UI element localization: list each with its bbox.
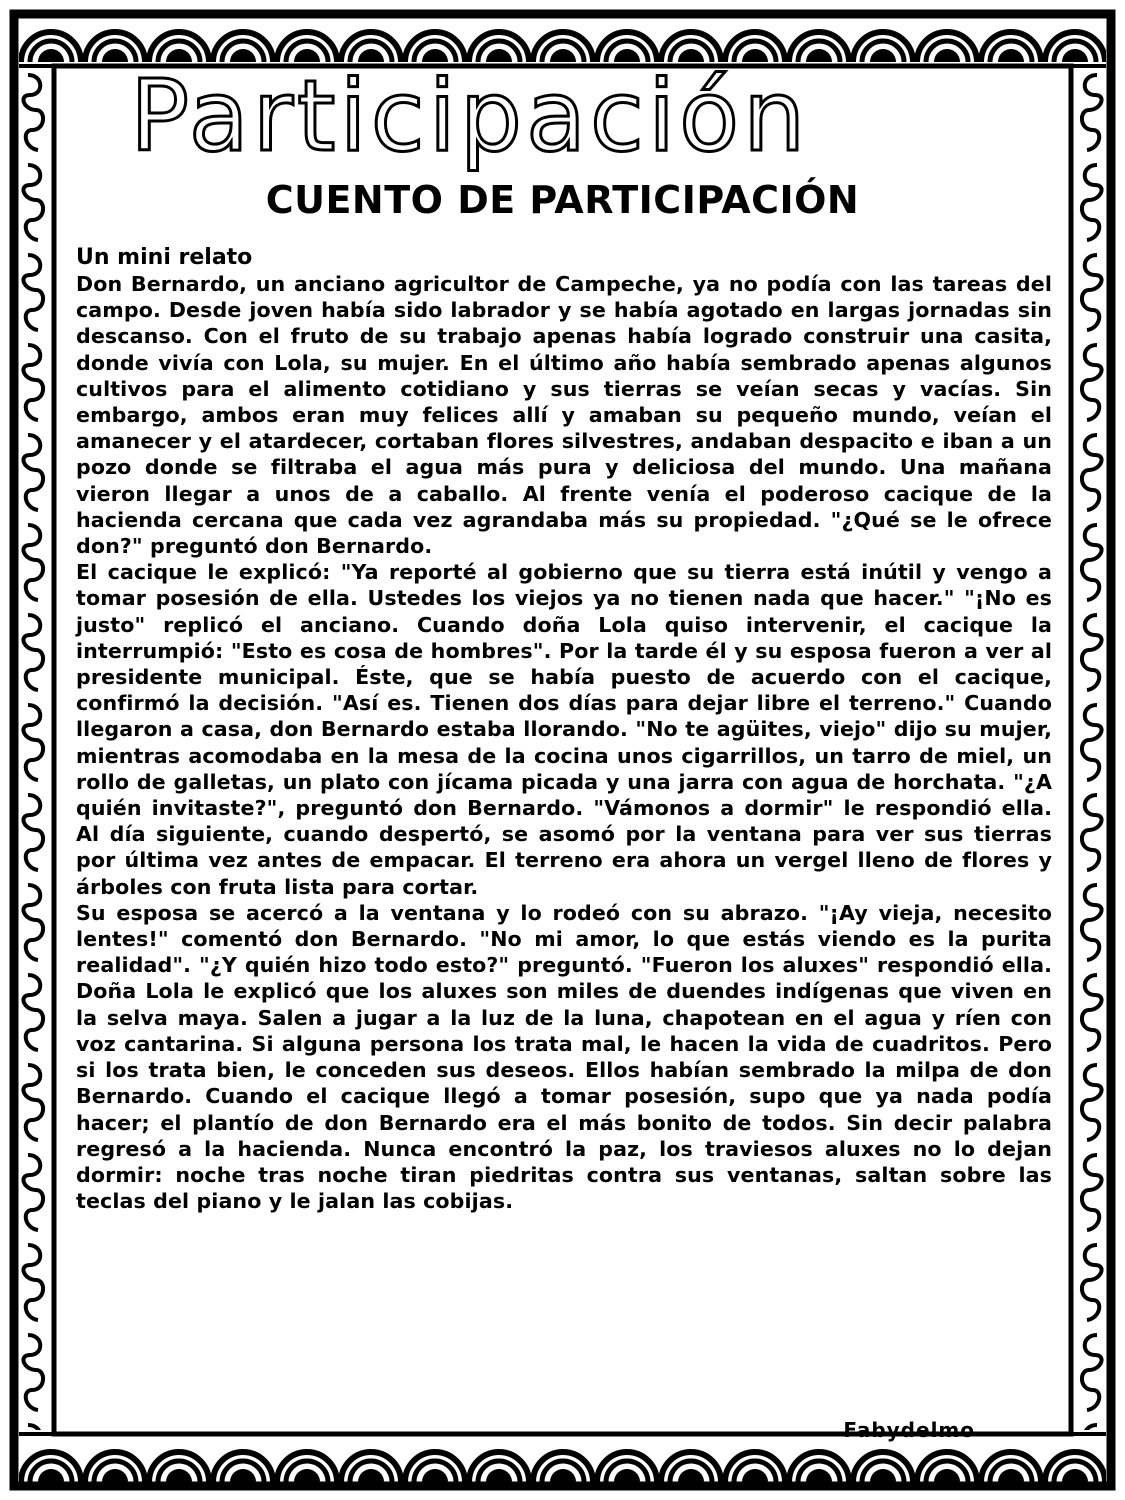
page-title (120, 45, 820, 185)
story-paragraph-1: Don Bernardo, un anciano agricultor de Campeche, ya no podía con las tareas del campo. Desde joven había sido labrador y se había agotado en largas jornadas sin descanso. Con el fruto de su trabajo apenas había logrado construir una casita, donde vivía con Lola, su mujer. En el último año había sembrado apenas algunos cultivos para el alimento cotidiano y sus tierras se veían secas y vacías. Sin embargo, ambos eran muy felices allí y amaban su pequeño mundo, veían el amanecer y el atardecer, cortaban flores silvestres, andaban despacito e iban a un pozo donde se filtraba el agua más pura y deliciosa del mundo. Una mañana vieron llegar a unos de a caballo. Al frente venía el poderoso cacique de la hacienda cercana que cada vez agrandaba más su propiedad. "¿Qué se le ofrece don?" preguntó don Bernardo. (76, 272, 1052, 559)
story-type-heading: CUENTO DE PARTICIPACIÓN (265, 178, 860, 222)
story-body (76, 245, 1052, 1214)
section-heading: Un mini relato (76, 245, 253, 270)
story-paragraph-2: El cacique le explicó: "Ya reporté al gobierno que su tierra está inútil y vengo a tomar posesión de ella. Ustedes los viejos ya no tienen nada que hacer." "¡No es justo" replicó el anciano. Cuando doña Lola quiso intervenir, el cacique la interrumpió: "Esto es cosa de hombres". Por la tarde él y su esposa fueron a ver al presidente municipal. Éste, que se había puesto de acuerdo con el cacique, confirmó la decisión. "Así es. Tienen dos días para dejar libre el terreno." Cuando llegaron a casa, don Bernardo estaba llorando. "No te agüites, viejo" dijo su mujer, mientras acomodaba en la mesa de la cocina unos cigarrillos, un tarro de miel, un rollo de galletas, un plato con jícama picada y una jarra con agua de horchata. "¿A quién invitaste?", preguntó don Bernardo. "Vámonos a dormir" le respondió ella. Al día siguiente, cuando despertó, se asomó por la ventana para ver sus tierras por última vez antes de empacar. El terreno era ahora un vergel lleno de flores y árboles con fruta lista para cortar. (76, 560, 1052, 899)
page-title-text: Participación (130, 60, 810, 174)
story-paragraph-3: Su esposa se acercó a la ventana y lo rodeó con su abrazo. "¡Ay vieja, necesito lentes!" comentó don Bernardo. "No mi amor, lo que estás viendo es la purita realidad". "¿Y quién hizo todo esto?" preguntó. "Fueron los aluxes" respondió ella. Doña Lola le explicó que los aluxes son miles de duendes indígenas que viven en la selva maya. Salen a jugar a la luz de la luna, chapotean en el agua y ríen con voz cantarina. Si alguna persona los trata mal, le hacen la vida de cuadritos. Pero si los trata bien, le conceden sus deseos. Ellos habían sembrado la milpa de don Bernardo. Cuando el cacique llegó a tomar posesión, supo que ya nada podía hacer; el plantío de don Bernardo era el más bonito de todos. Sin decir palabra regresó a la hacienda. Nunca encontró la paz, los traviesos aluxes no lo dejan dormir: noche tras noche tiran piedritas contra sus ventanas, saltan sobre las teclas del piano y le jalan las cobijas. (76, 900, 1052, 1214)
author-credit: Fabydelmo (843, 1418, 975, 1442)
